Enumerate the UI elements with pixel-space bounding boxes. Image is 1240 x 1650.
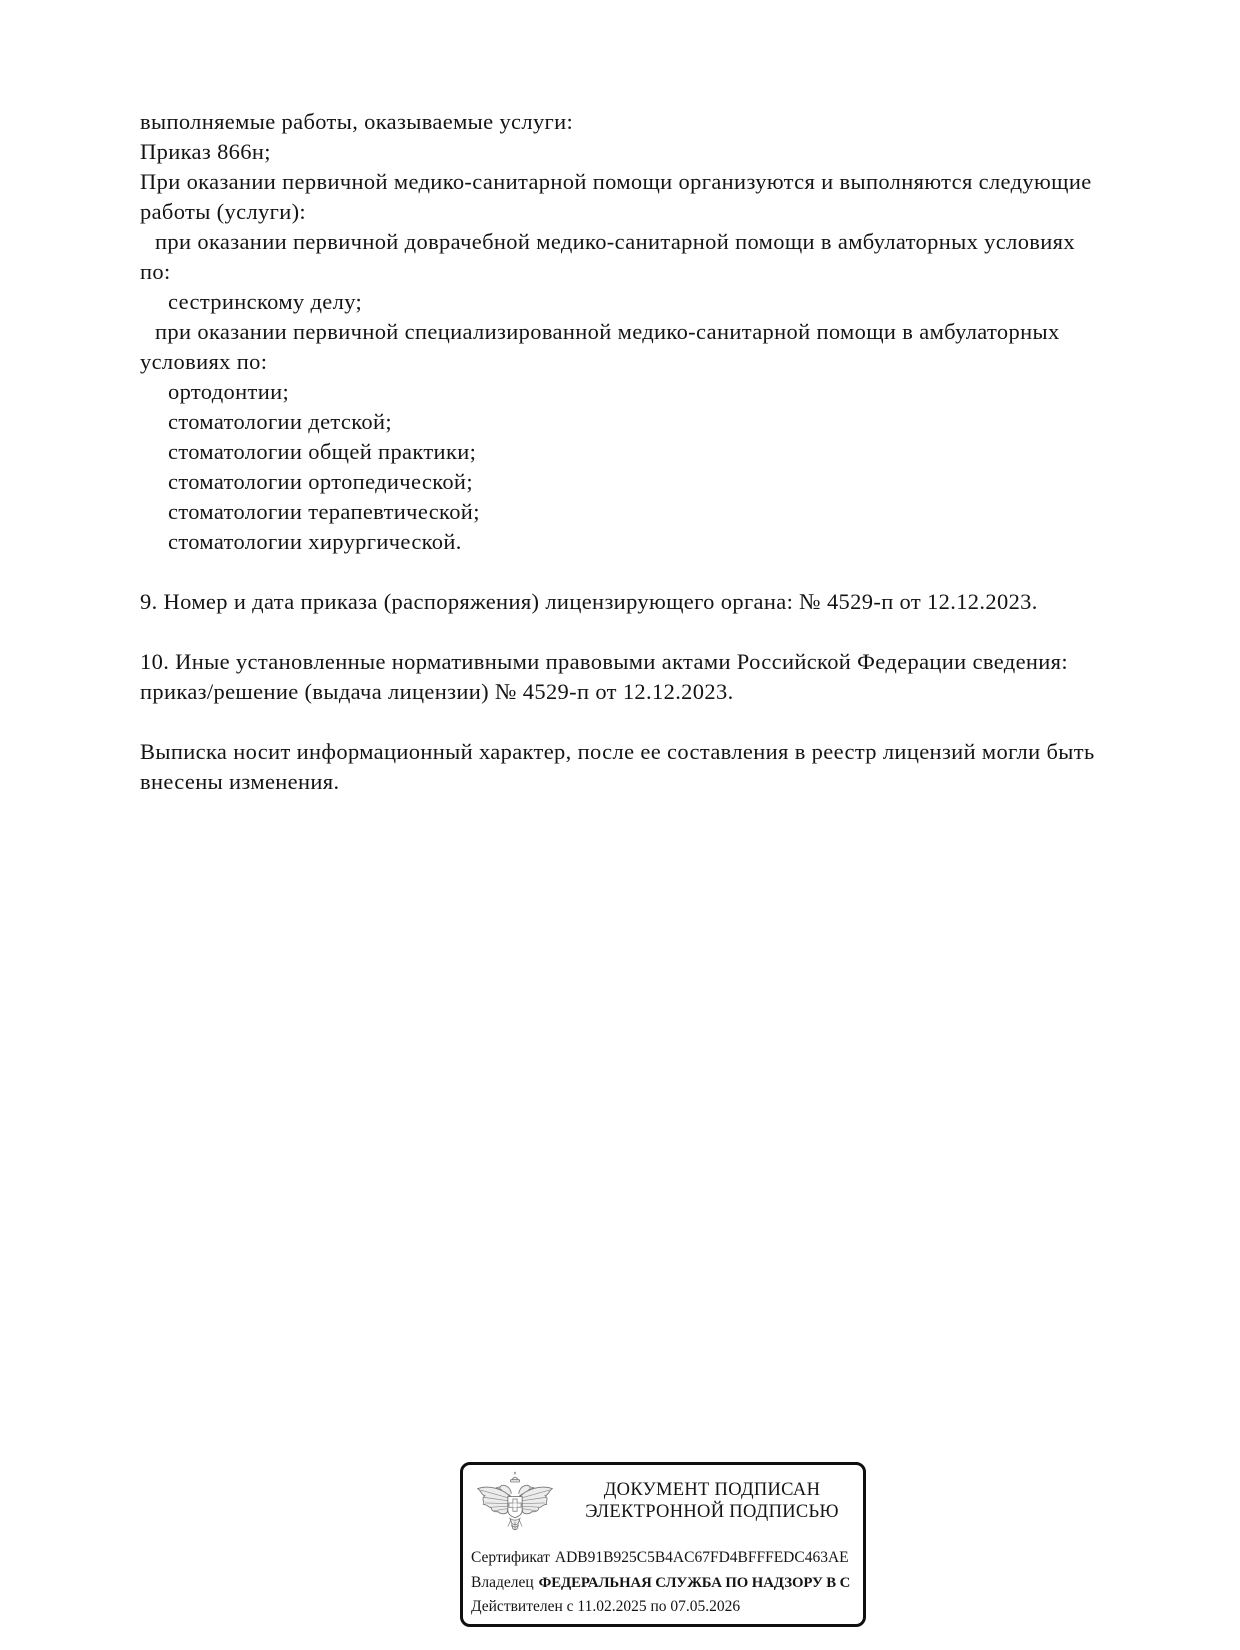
- doc-line: внесены изменения.: [140, 769, 340, 794]
- doc-line: при оказании первичной специализированной медико-санитарной помощи в амбулаторных: [155, 319, 1060, 344]
- doc-line: стоматологии хирургической.: [168, 529, 462, 554]
- doc-line-order-number: 9. Номер и дата приказа (распоряжения) лицензирующего органа: № 4529-п от 12.12.2023.: [140, 589, 1038, 614]
- doc-line-disclaimer: Выписка носит информационный характер, после ее составления в реестр лицензий могли быть: [140, 739, 1095, 764]
- doc-line: Приказ 866н;: [140, 139, 271, 164]
- doc-line: работы (услуги):: [140, 199, 307, 224]
- doc-line: 10. Иные установленные нормативными правовыми актами Российской Федерации сведения:: [140, 649, 1068, 674]
- doc-line: ортодонтии;: [168, 379, 290, 404]
- owner-value: ФЕДЕРАЛЬНАЯ СЛУЖБА ПО НАДЗОРУ В С: [538, 1574, 851, 1591]
- validity-row: Действителен с 11.02.2025 по 07.05.2026: [471, 1598, 741, 1615]
- doc-line: по:: [140, 259, 171, 284]
- signature-title-line1: ДОКУМЕНТ ПОДПИСАН: [603, 1480, 821, 1500]
- doc-line: приказ/решение (выдача лицензии) № 4529-п от 12.12.2023.: [140, 679, 734, 704]
- doc-line: условиях по:: [140, 349, 268, 374]
- doc-line: стоматологии детской;: [168, 409, 392, 434]
- signature-stamp-details: [471, 1546, 863, 1620]
- certificate-label: Сертификат: [471, 1549, 550, 1566]
- owner-label: Владелец: [471, 1573, 534, 1591]
- doc-line: стоматологии ортопедической;: [168, 469, 473, 494]
- signature-stamp-title: [567, 1479, 857, 1523]
- doc-line: сестринскому делу;: [168, 289, 363, 314]
- doc-line: стоматологии терапевтической;: [168, 499, 480, 524]
- doc-line: стоматологии общей практики;: [168, 439, 477, 464]
- doc-line: выполняемые работы, оказываемые услуги:: [140, 109, 574, 134]
- document-body: [140, 107, 1150, 797]
- signature-title-line2: ЭЛЕКТРОННОЙ ПОДПИСЬЮ: [585, 1502, 839, 1522]
- electronic-signature-stamp: [460, 1462, 866, 1627]
- certificate-value: ADB91B925C5B4AC67FD4BFFFEDC463AE: [554, 1549, 849, 1566]
- certificate-row: [471, 1546, 863, 1571]
- roszdravnadzor-eagle-emblem-icon: [472, 1470, 558, 1546]
- doc-line: При оказании первичной медико-санитарной помощи организуются и выполняются следующие: [140, 169, 1092, 194]
- doc-line: при оказании первичной доврачебной медико-санитарной помощи в амбулаторных условиях: [155, 229, 1075, 254]
- owner-row: [471, 1571, 863, 1596]
